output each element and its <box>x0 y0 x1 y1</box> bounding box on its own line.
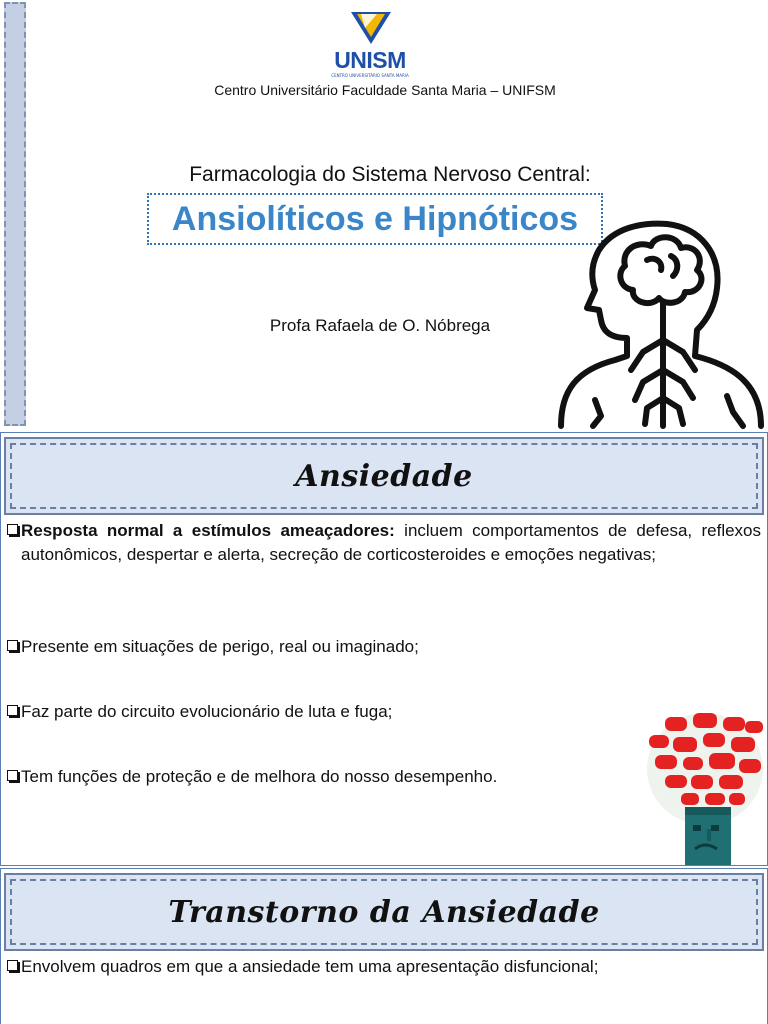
list-item-text: Envolvem quadros em que a ansiedade tem uma apresentação disfuncional; <box>21 957 599 976</box>
left-decorative-bar <box>4 2 26 426</box>
author-name: Profa Rafaela de O. Nóbrega <box>269 316 491 335</box>
list-item-text: Faz parte do circuito evolucionário de luta e fuga; <box>21 702 393 721</box>
anxiety-slide <box>0 432 768 866</box>
checkbox-bullet-icon <box>7 770 18 781</box>
logo-subtext: CENTRO UNIVERSITÁRIO SANTA MARIA <box>331 73 409 78</box>
slide-heading: Ansiedade <box>295 458 473 494</box>
course-subtitle: Farmacologia do Sistema Nervoso Central: <box>189 163 591 186</box>
logo-arrow-icon <box>351 10 391 46</box>
slide-heading: Transtorno da Ansiedade <box>168 894 600 930</box>
institution-name: Centro Universitário Faculdade Santa Maria – UNIFSM <box>214 82 556 98</box>
list-item <box>7 519 761 567</box>
list-item-rest: incluem comportamentos de defesa, reflexos autonômicos, despertar e alerta, secreção de corticosteroides e emoções negativas; <box>21 521 762 564</box>
checkbox-bullet-icon <box>7 705 18 716</box>
heading-banner-inner <box>10 879 758 945</box>
presentation-title: Ansiolíticos e Hipnóticos <box>171 199 579 238</box>
list-item-text: Tem funções de proteção e de melhora do nosso desempenho. <box>21 767 498 786</box>
list-item <box>7 955 761 979</box>
unism-logo <box>330 10 410 78</box>
title-box <box>147 193 603 245</box>
checkbox-bullet-icon <box>7 524 18 535</box>
head-brain-icon <box>555 220 767 430</box>
list-item-text <box>21 519 761 567</box>
heading-banner <box>4 437 764 515</box>
logo-text: UNISM <box>334 47 406 73</box>
checkbox-bullet-icon <box>7 960 18 971</box>
anxiety-disorder-slide <box>0 868 768 1024</box>
heading-banner-inner <box>10 443 758 509</box>
speech-bubbles-head-icon <box>641 709 767 865</box>
checkbox-bullet-icon <box>7 640 18 651</box>
heading-banner <box>4 873 764 951</box>
list-item <box>7 635 761 659</box>
list-item-text: Presente em situações de perigo, real ou imaginado; <box>21 637 419 656</box>
list-item-bold: Resposta normal a estímulos ameaçadores: <box>21 521 395 540</box>
title-slide <box>0 0 768 432</box>
